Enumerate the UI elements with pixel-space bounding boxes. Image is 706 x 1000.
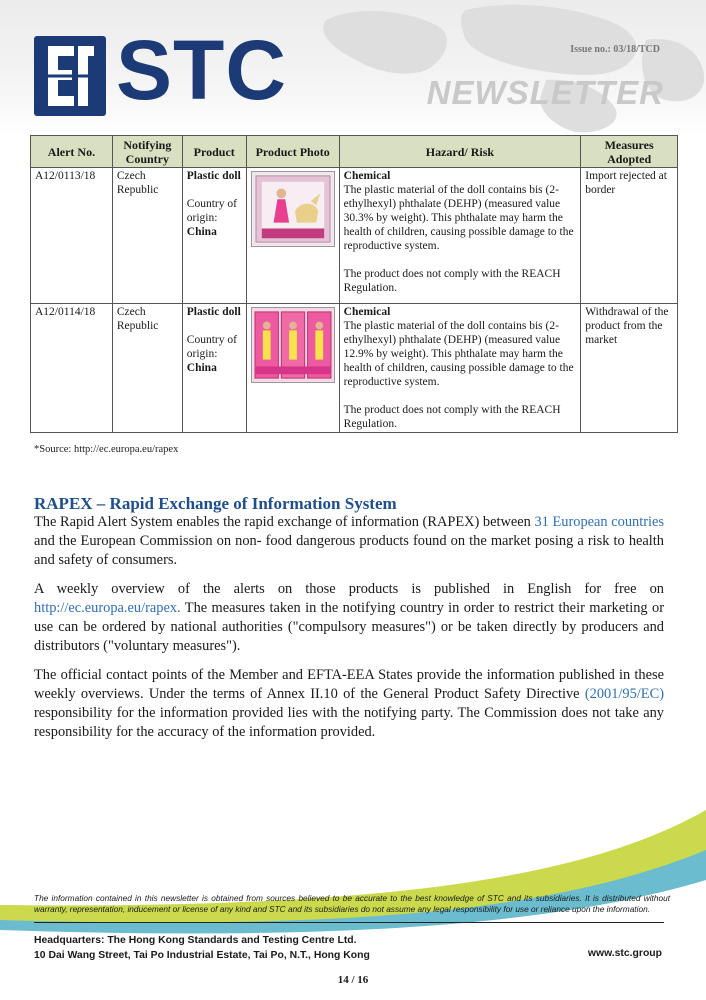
page-number: 14 / 16: [337, 974, 369, 986]
product-photo-image: [251, 171, 335, 247]
table-row: [31, 168, 678, 304]
product-cell: [182, 168, 246, 304]
alert-table: [30, 135, 678, 433]
header-product-photo: Product Photo: [246, 136, 339, 168]
headquarters-address: [34, 933, 370, 963]
rapex-url-link[interactable]: http://ec.europa.eu/rapex.: [34, 600, 181, 616]
countries-link[interactable]: 31 European countries: [534, 514, 664, 530]
product-name: Plastic doll: [186, 170, 241, 182]
product-photo-image: [251, 307, 335, 383]
hazard-cell: [339, 304, 581, 433]
hazard-type: Chemical: [343, 306, 391, 318]
world-map-graphic: [286, 0, 706, 135]
footer-divider: [34, 922, 664, 923]
hq-name: Headquarters: The Hong Kong Standards and Testing Centre Ltd.: [34, 935, 357, 946]
paragraph-text: and the European Commission on non- food dangerous products found on the market posing a risk to health and safety of consumers.: [34, 533, 664, 568]
hazard-note: The product does not comply with the REACH Regulation.: [343, 268, 561, 294]
directive-link[interactable]: (2001/95/EC): [584, 686, 664, 702]
paragraph-text: A weekly overview of the alerts on those products is published in English for free on: [34, 581, 664, 597]
issue-number: Issue no.: 03/18/TCD: [570, 44, 660, 55]
alert-no-cell: A12/0113/18: [31, 168, 113, 304]
hazard-description: The plastic material of the doll contains bis (2-ethylhexyl) phthalate (DEHP) (measured value 30.3% by weight). This phthalate may harm the health of children, causing possible damage to the reproductive system.: [343, 184, 574, 252]
country-cell: Czech Republic: [112, 304, 182, 433]
origin-label: Country of origin:: [186, 334, 237, 360]
table-header-row: [31, 136, 678, 168]
disclaimer-text: The information contained in this newsletter is obtained from sources believed to be accurate to the best knowledge of STC and its subsidiaries. It is distributed without warranty, representation, inducement or license of any kind and STC and its subsidiaries do not assume any legal responsibility for use or reliance upon the information.: [34, 893, 670, 914]
stc-logo: [34, 23, 304, 117]
header-product: Product: [182, 136, 246, 168]
header-measures-adopted: Measures Adopted: [581, 136, 678, 168]
hq-street: 10 Dai Wang Street, Tai Po Industrial Estate, Tai Po, N.T., Hong Kong: [34, 950, 370, 961]
rapex-paragraph-1: [34, 513, 664, 570]
table-row: [31, 304, 678, 433]
paragraph-text: The measures taken in the notifying country in order to restrict their marketing or use can be ordered by national authorities ("compulsory measures") or be taken directly by producers and distributors ("voluntary measures").: [34, 600, 664, 654]
stc-emblem-icon: [34, 36, 106, 116]
stc-logo-emblem: [34, 36, 106, 116]
photo-cell: [246, 304, 339, 433]
header-banner: [0, 0, 706, 135]
origin-value: China: [186, 362, 217, 374]
alert-no-cell: A12/0114/18: [31, 304, 113, 433]
header-notifying-country: Notifying Country: [112, 136, 182, 168]
origin-value: China: [186, 226, 217, 238]
rapex-paragraph-2: [34, 580, 664, 656]
paragraph-text: responsibility for the information provided lies with the notifying party. The Commission does not take any responsibility for the accuracy of the information provided.: [34, 705, 664, 740]
hazard-type: Chemical: [343, 170, 391, 182]
hazard-description: The plastic material of the doll contains bis (2-ethylhexyl) phthalate (DEHP) (measured value 12.9% by weight). This phthalate may harm the health of children, causing possible damage to the reproductive system.: [343, 320, 574, 388]
product-cell: [182, 304, 246, 433]
source-note: *Source: http://ec.europa.eu/rapex: [34, 444, 179, 455]
footer-swoosh-graphic: [0, 780, 706, 1000]
paragraph-text: The Rapid Alert System enables the rapid exchange of information (RAPEX) between: [34, 514, 535, 530]
website-link[interactable]: www.stc.group: [587, 948, 662, 959]
header-hazard-risk: Hazard/ Risk: [339, 136, 581, 168]
paragraph-text: The official contact points of the Member and EFTA-EEA States provide the information published in these weekly overviews. Under the terms of Annex II.10 of the General Product Safety Directive: [34, 667, 664, 702]
header-alert-no: Alert No.: [31, 136, 113, 168]
origin-label: Country of origin:: [186, 198, 237, 224]
rapex-paragraph-3: [34, 666, 664, 742]
measure-cell: Import rejected at border: [581, 168, 678, 304]
rapex-heading: RAPEX – Rapid Exchange of Information System: [34, 494, 397, 513]
stc-logo-text: STC: [116, 23, 287, 117]
photo-cell: [246, 168, 339, 304]
country-cell: Czech Republic: [112, 168, 182, 304]
newsletter-title: NEWSLETTER: [426, 74, 664, 111]
hazard-cell: [339, 168, 581, 304]
hazard-note: The product does not comply with the REACH Regulation.: [343, 404, 561, 430]
product-name: Plastic doll: [186, 306, 241, 318]
measure-cell: Withdrawal of the product from the market: [581, 304, 678, 433]
